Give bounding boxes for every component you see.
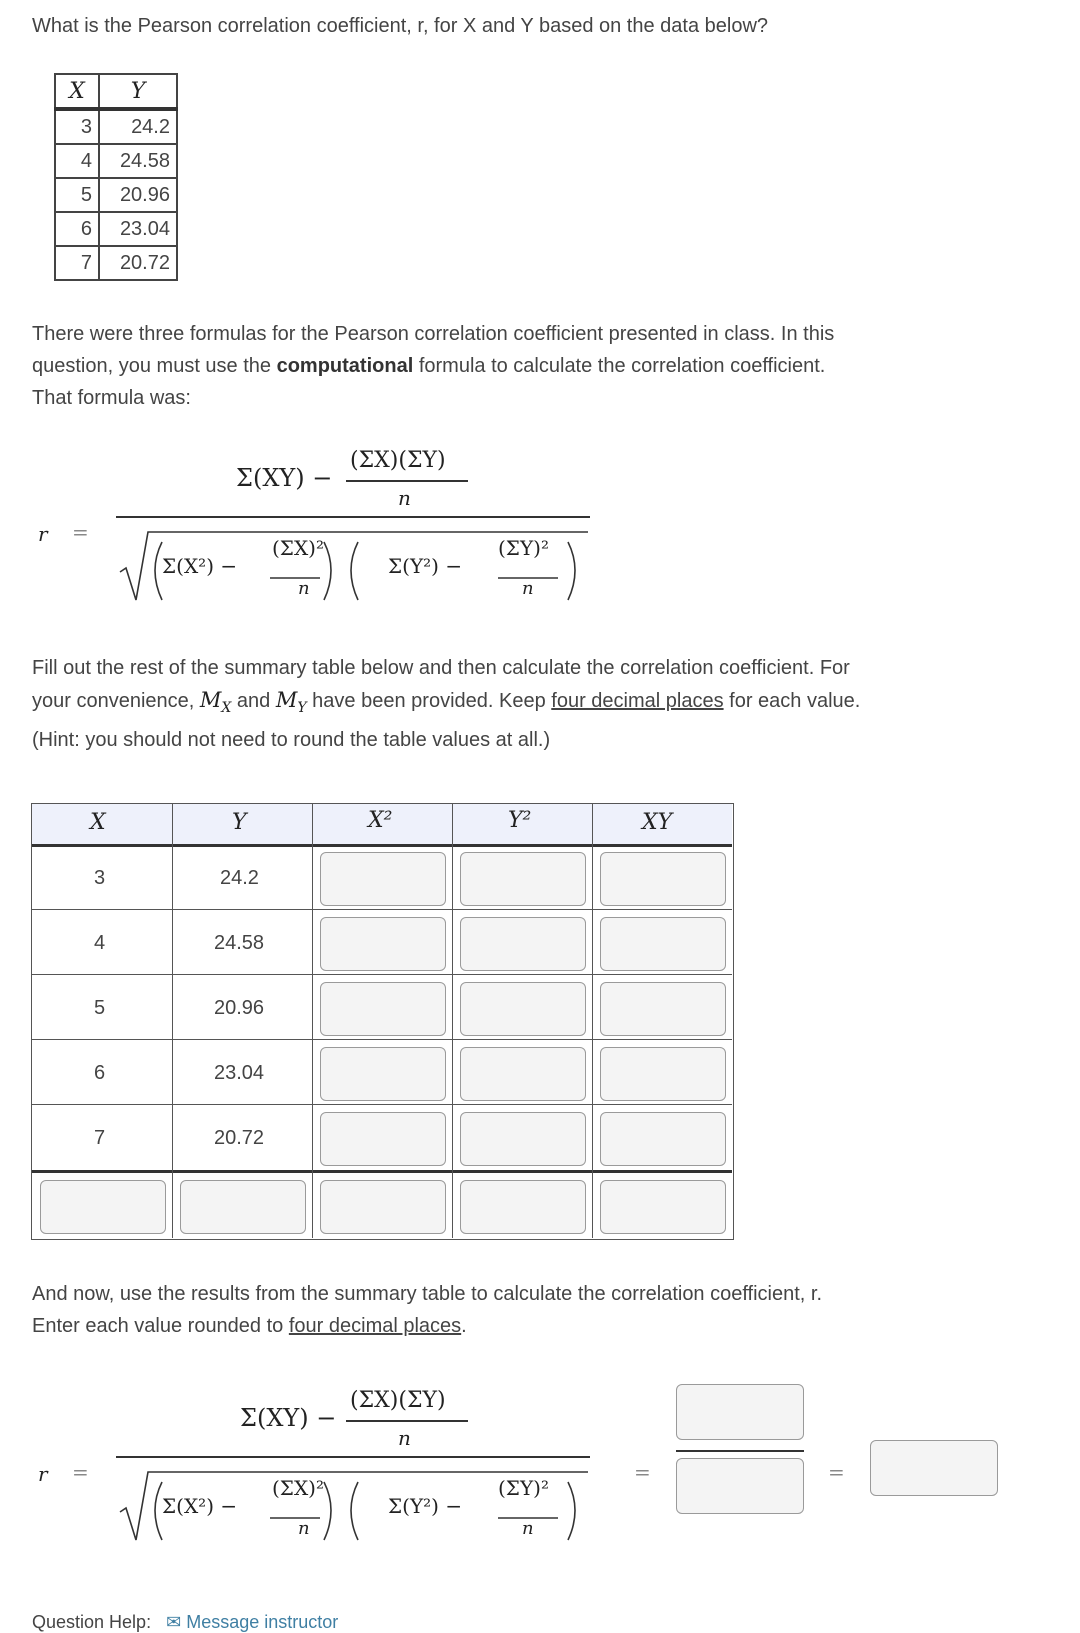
final-instructions-period: . — [461, 1315, 467, 1337]
cell: 7 — [55, 246, 99, 280]
data-table — [54, 73, 178, 281]
formula2-n: n — [398, 1426, 411, 1450]
intro-text: There were three formulas for the Pearson correlation coefficient presented in class. In this question, you must use the — [32, 323, 835, 377]
cell: 5 — [55, 178, 99, 212]
denominator-sum-y-sq: (ΣY)² — [498, 536, 549, 560]
mx-symbol: M — [199, 688, 222, 712]
input-xy-row3[interactable] — [600, 982, 726, 1036]
formula-answer — [0, 1380, 1080, 1560]
input-y2-row4[interactable] — [460, 1047, 586, 1101]
numerator-sum-xy: Σ(XY) − — [236, 464, 333, 492]
input-x2-row1[interactable] — [320, 852, 446, 906]
formula2-equals-2: = — [634, 1460, 651, 1484]
input-y2-row3[interactable] — [460, 982, 586, 1036]
instructions-text-3: for each value. (Hint: you should not need to round the table values at all.) — [32, 690, 861, 751]
input-y2-row2[interactable] — [460, 917, 586, 971]
my-subscript: Y — [297, 700, 307, 716]
input-xy-row5[interactable] — [600, 1112, 726, 1166]
question-prompt: What is the Pearson correlation coefficient, r, for X and Y based on the data below? — [32, 15, 769, 37]
formula2-sum-x-sum-y: (ΣX)(ΣY) — [350, 1388, 446, 1413]
instructions-text-2: have been provided. Keep — [306, 690, 552, 712]
intro-paragraph — [32, 318, 862, 414]
col-header-y: Y — [99, 74, 177, 109]
summary-cell-y: 23.04 — [214, 1062, 265, 1084]
denominator-sum-x2: Σ(X²) − — [162, 554, 238, 578]
answer-fraction-bar — [676, 1450, 804, 1452]
summary-cell-y: 24.58 — [214, 932, 265, 954]
summary-cell-x: 4 — [94, 932, 106, 954]
summary-cell-y: 24.2 — [220, 867, 259, 889]
answer-numerator-input[interactable] — [676, 1384, 804, 1440]
cell: 20.72 — [99, 246, 177, 280]
four-decimal-places-link-2[interactable]: four decimal places — [288, 1315, 462, 1337]
input-x2-row4[interactable] — [320, 1047, 446, 1101]
cell: 4 — [55, 144, 99, 178]
final-instructions — [32, 1278, 862, 1342]
summary-header-x: X — [90, 810, 106, 835]
mx-subscript: X — [221, 700, 232, 716]
input-xy-row4[interactable] — [600, 1047, 726, 1101]
intro-text-2: formula to calculate the correlation coefficient. That formula was: — [32, 355, 826, 409]
cell: 24.58 — [99, 144, 177, 178]
summary-cell-x: 6 — [94, 1062, 106, 1084]
mail-icon: ✉ — [166, 1612, 182, 1632]
formula2-sum-y2: Σ(Y²) − — [388, 1494, 463, 1518]
help-label: Question Help: — [32, 1612, 152, 1632]
summary-table — [31, 803, 734, 1240]
formula2-equals-3: = — [828, 1460, 845, 1484]
formula2-sum-xy: Σ(XY) − — [240, 1404, 337, 1432]
summary-header-y2: Y² — [508, 808, 532, 833]
instructions-text: Fill out the rest of the summary table below and then calculate the correlation coefficient. For your convenience, — [32, 657, 850, 712]
answer-denominator-input[interactable] — [676, 1458, 804, 1514]
input-y2-row5[interactable] — [460, 1112, 586, 1166]
cell: 6 — [55, 212, 99, 246]
input-x2-row5[interactable] — [320, 1112, 446, 1166]
cell: 24.2 — [99, 109, 177, 144]
col-header-x: X — [55, 74, 99, 109]
summary-cell-x: 5 — [94, 997, 106, 1019]
message-instructor-link[interactable] — [166, 1612, 338, 1632]
formula-r: r — [38, 522, 48, 546]
summary-header-y: Y — [232, 810, 247, 835]
cell: 3 — [55, 109, 99, 144]
intro-bold: computational — [276, 355, 414, 377]
numerator-n: n — [398, 486, 411, 510]
answer-r-input[interactable] — [870, 1440, 998, 1496]
input-sum-x[interactable] — [40, 1180, 166, 1234]
input-sum-y[interactable] — [180, 1180, 306, 1234]
input-sum-y2[interactable] — [460, 1180, 586, 1234]
denominator-n-y: n — [522, 578, 534, 599]
input-y2-row1[interactable] — [460, 852, 586, 906]
formula2-n-y: n — [522, 1518, 534, 1539]
four-decimal-places-link[interactable]: four decimal places — [551, 690, 724, 712]
denominator-n-x: n — [298, 578, 310, 599]
my-symbol: M — [275, 688, 298, 712]
cell: 20.96 — [99, 178, 177, 212]
input-sum-x2[interactable] — [320, 1180, 446, 1234]
formula2-sum-y-sq: (ΣY)² — [498, 1476, 549, 1500]
formula2-n-x: n — [298, 1518, 310, 1539]
formula2-sum-x-sq: (ΣX)² — [272, 1476, 325, 1500]
summary-header-x2: X² — [368, 808, 393, 833]
input-x2-row2[interactable] — [320, 917, 446, 971]
summary-cell-x: 7 — [94, 1127, 106, 1149]
message-instructor-label: Message instructor — [186, 1612, 339, 1632]
formula2-equals: = — [72, 1460, 89, 1484]
formula2-r: r — [38, 1462, 48, 1486]
formula-display — [0, 440, 620, 620]
instructions-and: and — [231, 690, 276, 712]
summary-cell-y: 20.96 — [214, 997, 265, 1019]
formula2-sum-x2: Σ(X²) − — [162, 1494, 238, 1518]
instructions-paragraph — [32, 652, 862, 756]
summary-cell-x: 3 — [94, 867, 106, 889]
question-help — [32, 1612, 338, 1633]
formula-equals: = — [72, 520, 89, 544]
denominator-sum-x-sq: (ΣX)² — [272, 536, 325, 560]
input-xy-row2[interactable] — [600, 917, 726, 971]
cell: 23.04 — [99, 212, 177, 246]
final-instructions-text: And now, use the results from the summary table to calculate the correlation coefficient, r. Enter each value rounded to — [32, 1283, 823, 1337]
input-x2-row3[interactable] — [320, 982, 446, 1036]
input-sum-xy[interactable] — [600, 1180, 726, 1234]
summary-header-xy: XY — [642, 810, 673, 835]
summary-cell-y: 20.72 — [214, 1127, 265, 1149]
numerator-sum-x-sum-y: (ΣX)(ΣY) — [350, 448, 446, 473]
input-xy-row1[interactable] — [600, 852, 726, 906]
denominator-sum-y2: Σ(Y²) − — [388, 554, 463, 578]
